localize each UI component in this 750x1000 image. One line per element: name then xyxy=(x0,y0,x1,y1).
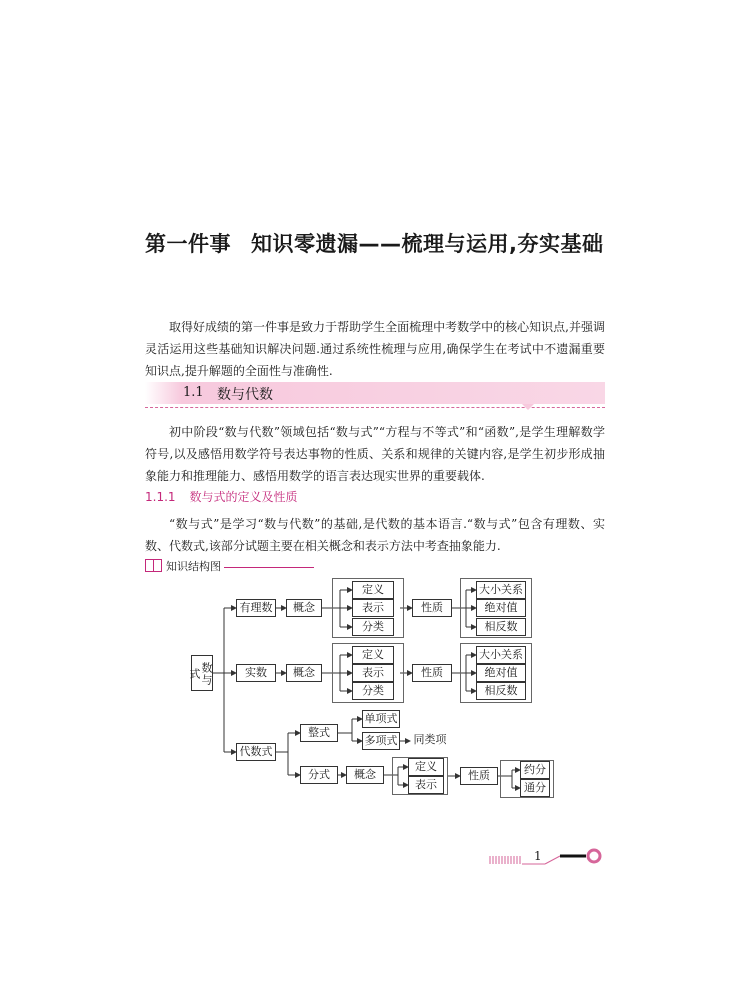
node-rational-order: 大小关系 xyxy=(476,581,526,599)
diagram-root: 数与式 xyxy=(191,655,213,691)
node-polynomial: 多项式 xyxy=(362,732,400,750)
node-real-concept: 概念 xyxy=(286,664,322,682)
chapter-label: 第一件事 xyxy=(145,232,231,256)
section-number: 1.1 xyxy=(183,385,204,400)
node-real-abs: 绝对值 xyxy=(476,664,526,682)
structure-label-text: 知识结构图 xyxy=(166,560,221,573)
node-rational-concept: 概念 xyxy=(286,599,322,617)
node-common-denominator: 通分 xyxy=(520,779,550,797)
chapter-heading: 知识零遗漏——梳理与运用,夯实基础 xyxy=(251,232,604,256)
node-real-classification: 分类 xyxy=(352,682,394,700)
section-title: 数与代数 xyxy=(217,387,273,403)
page-number: 1 xyxy=(534,849,542,863)
subsection-intro: “数与式”是学习“数与代数”的基础,是代数的基本语言.“数与式”包含有理数、实数、代数式,该部分试题主要在相关概念和表示方法中考查抽象能力. xyxy=(145,517,605,553)
node-algebraic: 代数式 xyxy=(236,743,276,761)
node-reduce: 约分 xyxy=(520,761,550,779)
node-real-representation: 表示 xyxy=(352,664,394,682)
node-real-order: 大小关系 xyxy=(476,646,526,664)
node-fraction-property: 性质 xyxy=(460,767,498,785)
node-real-property: 性质 xyxy=(412,664,452,682)
node-real-opposite: 相反数 xyxy=(476,682,526,700)
node-real: 实数 xyxy=(236,664,276,682)
node-rational-classification: 分类 xyxy=(352,618,394,636)
node-fraction-concept: 概念 xyxy=(346,766,384,784)
node-real-definition: 定义 xyxy=(352,646,394,664)
node-rational-definition: 定义 xyxy=(352,581,394,599)
node-rational-opposite: 相反数 xyxy=(476,618,526,636)
node-rational-property: 性质 xyxy=(412,599,452,617)
node-fraction-representation: 表示 xyxy=(408,776,444,794)
section-intro: 初中阶段“数与代数”领域包括“数与式”“方程与不等式”和“函数”,是学生理解数学符号,以及感悟用数学符号表达事物的性质、关系和规律的关键内容,是学生初步形成抽象能力和推理能力、感悟用数学的语言表达现实世界的重要载体. xyxy=(145,425,605,483)
node-like-terms: 同类项 xyxy=(413,733,447,746)
subsection-title: 数与式的定义及性质 xyxy=(189,490,298,504)
node-fraction-definition: 定义 xyxy=(408,758,444,776)
node-integral: 整式 xyxy=(300,724,338,742)
chapter-intro: 取得好成绩的第一件事是致力于帮助学生全面梳理中考数学中的核心知识点,并强调灵活运用这些基础知识解决问题.通过系统性梳理与应用,确保学生在考试中不遗漏重要知识点,提升解题的全面性与准确性. xyxy=(145,320,605,378)
node-monomial: 单项式 xyxy=(362,710,400,728)
node-fraction: 分式 xyxy=(300,766,338,784)
subsection-number: 1.1.1 xyxy=(145,490,176,504)
node-rational-representation: 表示 xyxy=(352,599,394,617)
node-rational: 有理数 xyxy=(236,599,276,617)
node-rational-abs: 绝对值 xyxy=(476,599,526,617)
